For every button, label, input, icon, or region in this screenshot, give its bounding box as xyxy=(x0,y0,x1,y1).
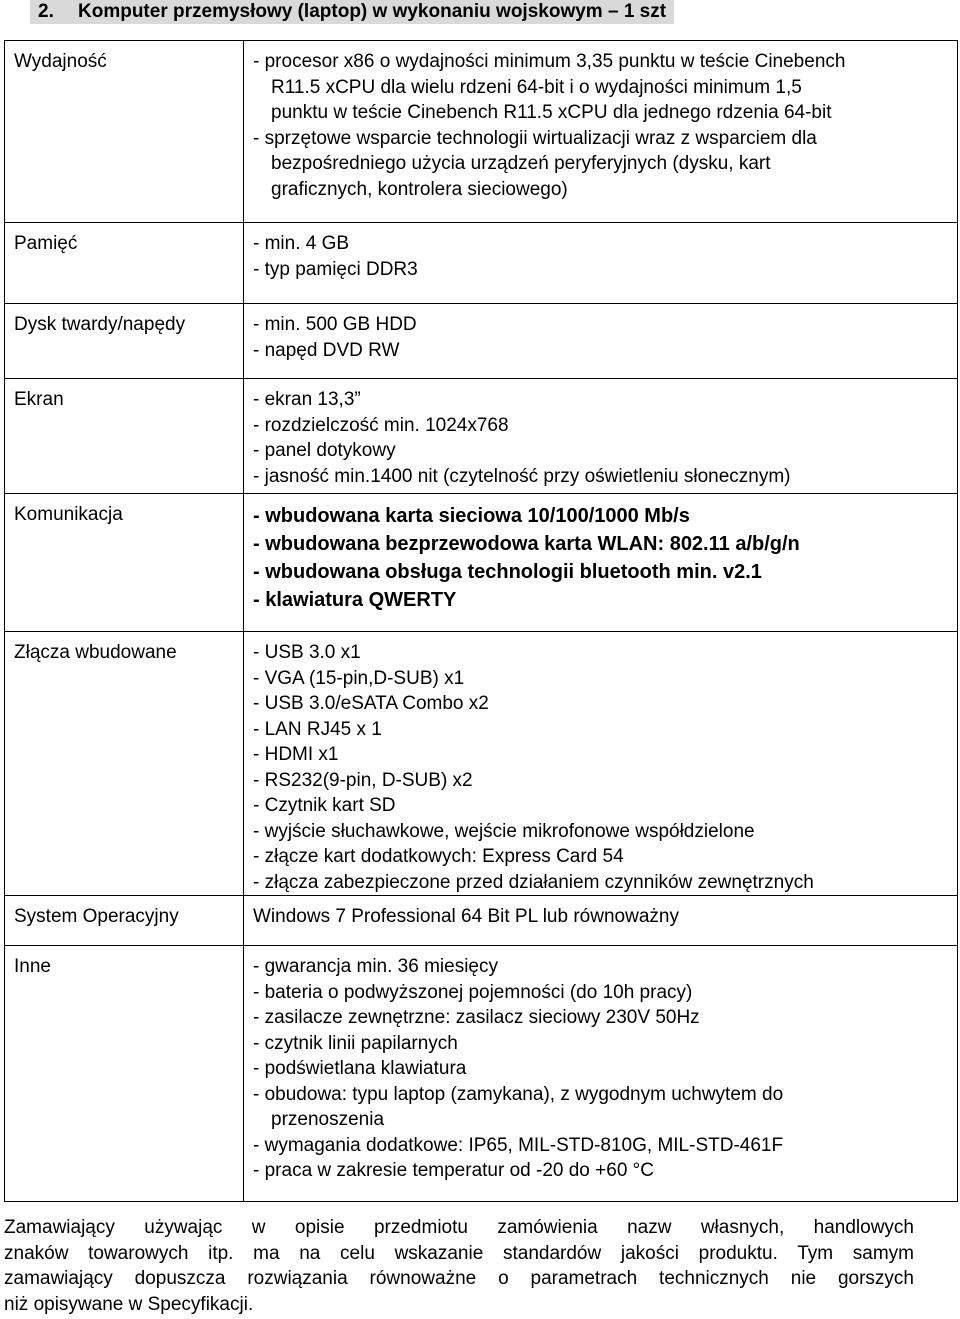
spec-value-line: - ekran 13,3” xyxy=(253,389,361,410)
section-number: 2. xyxy=(38,1,54,22)
specification-table xyxy=(4,40,958,1202)
spec-label: Złącza wbudowane xyxy=(5,632,244,896)
spec-value-line: - wbudowana bezprzewodowa karta WLAN: 802.11 a/b/g/n xyxy=(253,533,800,555)
spec-value xyxy=(244,896,958,946)
spec-value-line: - USB 3.0/eSATA Combo x2 xyxy=(253,693,489,714)
spec-value-line: - napęd DVD RW xyxy=(253,339,400,361)
footer-note xyxy=(4,1215,914,1317)
spec-value-line: - zasilacze zewnętrzne: zasilacz sieciowy 230V 50Hz xyxy=(253,1007,700,1028)
spec-value-line: bezpośredniego użycia urządzeń peryferyjnych (dysku, kart xyxy=(271,153,771,174)
spec-value-line: - RS232(9-pin, D-SUB) x2 xyxy=(253,769,473,791)
spec-value-line: - obudowa: typu laptop (zamykana), z wygodnym uchwytem do xyxy=(253,1083,784,1105)
spec-value xyxy=(244,494,958,632)
spec-value-line: - HDMI x1 xyxy=(253,744,339,765)
spec-value-line: - min. 500 GB HDD xyxy=(253,314,417,335)
section-heading xyxy=(30,0,674,24)
spec-row-komunikacja xyxy=(5,494,958,632)
footer-line: niż opisywane w Specyfikacji. xyxy=(4,1293,254,1315)
spec-value xyxy=(244,223,958,304)
spec-value-line: - złącza zabezpieczone przed działaniem czynników zewnętrznych xyxy=(253,871,814,893)
spec-label: Dysk twardy/napędy xyxy=(5,304,244,379)
spec-value-line: - praca w zakresie temperatur od -20 do +60 °C xyxy=(253,1160,654,1181)
spec-value-line: - LAN RJ45 x 1 xyxy=(253,718,382,740)
footer-line: znaków towarowych itp. ma na celu wskazanie standardów jakości produktu. Tym samym xyxy=(4,1242,914,1264)
spec-value-line: - typ pamięci DDR3 xyxy=(253,258,418,280)
spec-value xyxy=(244,304,958,379)
spec-value-line: przenoszenia xyxy=(271,1109,385,1130)
spec-value-line: - wymagania dodatkowe: IP65, MIL-STD-810G, MIL-STD-461F xyxy=(253,1134,784,1156)
spec-value-line: - procesor x86 o wydajności minimum 3,35 punktu w teście Cinebench xyxy=(253,51,846,72)
spec-row-pamiec xyxy=(5,223,958,304)
spec-value-line: punktu w teście Cinebench R11.5 xCPU dla jednego rdzenia 64-bit xyxy=(271,102,832,123)
spec-row-system-operacyjny xyxy=(5,896,958,946)
footer-line: Zamawiający używając w opisie przedmiotu zamówienia nazw własnych, handlowych xyxy=(4,1217,914,1238)
spec-value-line: - klawiatura QWERTY xyxy=(253,589,457,611)
spec-value-line: - czytnik linii papilarnych xyxy=(253,1032,458,1054)
spec-value-line: - USB 3.0 x1 xyxy=(253,642,361,663)
spec-value-line: - rozdzielczość min. 1024x768 xyxy=(253,414,509,436)
spec-value-line: Windows 7 Professional 64 Bit PL lub równoważny xyxy=(253,906,679,927)
spec-row-zlacza-wbudowane xyxy=(5,632,958,896)
spec-row-inne xyxy=(5,946,958,1202)
spec-value xyxy=(244,41,958,223)
spec-value-line: graficznych, kontrolera sieciowego) xyxy=(271,178,568,200)
spec-label: Inne xyxy=(5,946,244,1202)
spec-value-line: - VGA (15-pin,D-SUB) x1 xyxy=(253,667,465,689)
spec-value-line: R11.5 xCPU dla wielu rdzeni 64-bit i o wydajności minimum 1,5 xyxy=(271,76,802,98)
spec-value-line: - wyjście słuchawkowe, wejście mikrofonowe współdzielone xyxy=(253,820,755,842)
spec-value xyxy=(244,946,958,1202)
spec-value-line: - sprzętowe wsparcie technologii wirtualizacji wraz z wsparciem dla xyxy=(253,127,817,149)
spec-value-line: - bateria o podwyższonej pojemności (do 10h pracy) xyxy=(253,981,693,1003)
spec-value-line: - panel dotykowy xyxy=(253,440,396,461)
spec-row-wydajnosc xyxy=(5,41,958,223)
footer-line: zamawiający dopuszcza rozwiązania równoważne o parametrach technicznych nie gorszych xyxy=(4,1268,914,1289)
spec-value xyxy=(244,632,958,896)
spec-value-line: - wbudowana karta sieciowa 10/100/1000 Mb/s xyxy=(253,505,690,527)
spec-row-dysk-twardy-napedy xyxy=(5,304,958,379)
spec-value-line: - podświetlana klawiatura xyxy=(253,1058,467,1079)
spec-value-line: - złącze kart dodatkowych: Express Card 54 xyxy=(253,846,624,867)
spec-value-line: - wbudowana obsługa technologii bluetooth min. v2.1 xyxy=(253,561,762,583)
spec-value xyxy=(244,379,958,494)
spec-value-line: - min. 4 GB xyxy=(253,233,350,254)
spec-label: Wydajność xyxy=(5,41,244,223)
spec-row-ekran xyxy=(5,379,958,494)
spec-label: Ekran xyxy=(5,379,244,494)
spec-value-line: - jasność min.1400 nit (czytelność przy oświetleniu słonecznym) xyxy=(253,465,791,487)
spec-label: Pamięć xyxy=(5,223,244,304)
section-title: Komputer przemysłowy (laptop) w wykonaniu wojskowym – 1 szt xyxy=(78,1,667,22)
spec-value-line: - gwarancja min. 36 miesięcy xyxy=(253,956,498,977)
spec-value-line: - Czytnik kart SD xyxy=(253,795,396,816)
spec-label: System Operacyjny xyxy=(5,896,244,946)
spec-label: Komunikacja xyxy=(5,494,244,632)
